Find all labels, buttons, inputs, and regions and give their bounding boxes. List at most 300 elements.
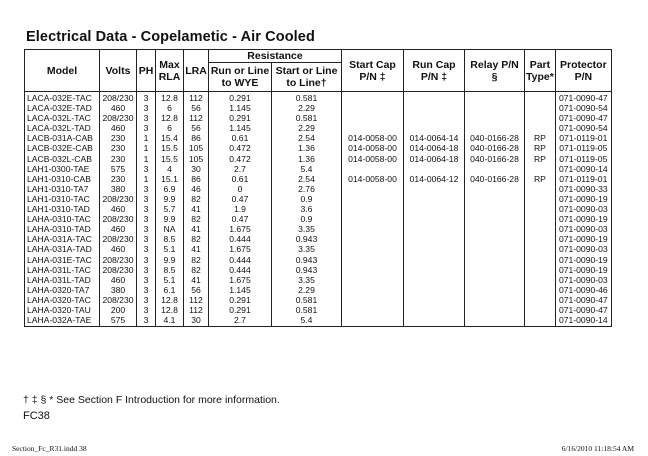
cell-run-cap xyxy=(404,214,465,224)
cell-run-cap xyxy=(404,224,465,234)
cell-protector: 071-0090-19 xyxy=(555,265,611,275)
header-relay: Relay P/N § xyxy=(465,50,525,92)
cell-start-cap xyxy=(342,285,404,295)
header-ph: PH xyxy=(137,50,156,92)
cell-volts: 208/230 xyxy=(100,234,137,244)
header-resistance: Resistance xyxy=(209,50,342,63)
cell-ph: 1 xyxy=(137,133,156,143)
cell-protector: 071-0119-05 xyxy=(555,154,611,164)
cell-ph: 3 xyxy=(137,194,156,204)
cell-protector: 071-0090-33 xyxy=(555,184,611,194)
table-row xyxy=(25,194,612,204)
cell-start-or-line: 2.29 xyxy=(272,103,342,113)
cell-volts: 460 xyxy=(100,204,137,214)
table-row xyxy=(25,275,612,285)
cell-relay xyxy=(465,305,525,315)
cell-run-or-wye: 2.7 xyxy=(209,315,272,327)
cell-start-or-line: 1.36 xyxy=(272,143,342,153)
cell-model: LAHA-031L-TAD xyxy=(25,275,100,285)
table-row xyxy=(25,285,612,295)
cell-relay xyxy=(465,164,525,174)
cell-part-type xyxy=(525,265,556,275)
cell-run-or-wye: 0.61 xyxy=(209,133,272,143)
cell-protector: 071-0090-47 xyxy=(555,305,611,315)
cell-start-cap xyxy=(342,164,404,174)
cell-max-rla: NA xyxy=(156,224,184,234)
cell-run-cap xyxy=(404,275,465,285)
cell-ph: 3 xyxy=(137,285,156,295)
cell-start-cap xyxy=(342,244,404,254)
cell-model: LACA-032L-TAC xyxy=(25,113,100,123)
cell-start-or-line: 2.29 xyxy=(272,123,342,133)
cell-model: LAHA-0320-TAC xyxy=(25,295,100,305)
cell-run-or-wye: 0.291 xyxy=(209,305,272,315)
cell-volts: 208/230 xyxy=(100,255,137,265)
cell-volts: 208/230 xyxy=(100,194,137,204)
cell-run-cap xyxy=(404,194,465,204)
cell-ph: 3 xyxy=(137,275,156,285)
cell-max-rla: 5.1 xyxy=(156,275,184,285)
cell-model: LACA-032E-TAC xyxy=(25,92,100,104)
cell-lra: 41 xyxy=(184,204,209,214)
cell-part-type xyxy=(525,234,556,244)
cell-lra: 112 xyxy=(184,113,209,123)
cell-run-cap xyxy=(404,103,465,113)
cell-protector: 071-0090-54 xyxy=(555,123,611,133)
table-row xyxy=(25,164,612,174)
cell-lra: 82 xyxy=(184,265,209,275)
cell-relay xyxy=(465,234,525,244)
table-row xyxy=(25,305,612,315)
cell-max-rla: 12.8 xyxy=(156,305,184,315)
cell-run-cap xyxy=(404,315,465,327)
cell-model: LAH1-0300-TAE xyxy=(25,164,100,174)
cell-part-type xyxy=(525,255,556,265)
cell-start-or-line: 0.9 xyxy=(272,214,342,224)
cell-part-type xyxy=(525,184,556,194)
cell-max-rla: 12.8 xyxy=(156,295,184,305)
cell-start-cap xyxy=(342,92,404,104)
cell-relay: 040-0166-28 xyxy=(465,174,525,184)
table-row xyxy=(25,265,612,275)
cell-start-cap xyxy=(342,214,404,224)
table-row xyxy=(25,234,612,244)
cell-volts: 208/230 xyxy=(100,265,137,275)
cell-lra: 30 xyxy=(184,315,209,327)
cell-lra: 86 xyxy=(184,174,209,184)
cell-start-or-line: 0.581 xyxy=(272,295,342,305)
cell-volts: 460 xyxy=(100,275,137,285)
table-row xyxy=(25,174,612,184)
cell-start-cap xyxy=(342,315,404,327)
cell-part-type xyxy=(525,244,556,254)
cell-ph: 3 xyxy=(137,265,156,275)
cell-volts: 230 xyxy=(100,143,137,153)
cell-max-rla: 9.9 xyxy=(156,194,184,204)
cell-volts: 460 xyxy=(100,244,137,254)
cell-protector: 071-0090-19 xyxy=(555,214,611,224)
header-protector: Protector P/N xyxy=(555,50,611,92)
cell-max-rla: 4.1 xyxy=(156,315,184,327)
cell-part-type: RP xyxy=(525,133,556,143)
cell-ph: 3 xyxy=(137,103,156,113)
cell-model: LACA-032E-TAD xyxy=(25,103,100,113)
table-row xyxy=(25,184,612,194)
cell-protector: 071-0090-47 xyxy=(555,92,611,104)
header-start-or-line: Start or Line to Line† xyxy=(272,63,342,92)
cell-run-cap xyxy=(404,234,465,244)
cell-start-cap xyxy=(342,275,404,285)
cell-protector: 071-0090-19 xyxy=(555,255,611,265)
cell-protector: 071-0090-47 xyxy=(555,113,611,123)
cell-start-cap xyxy=(342,123,404,133)
cell-lra: 82 xyxy=(184,194,209,204)
cell-run-or-wye: 0 xyxy=(209,184,272,194)
cell-ph: 3 xyxy=(137,224,156,234)
cell-part-type: RP xyxy=(525,174,556,184)
cell-model: LAHA-032A-TAE xyxy=(25,315,100,327)
cell-run-or-wye: 1.9 xyxy=(209,204,272,214)
table-row xyxy=(25,224,612,234)
cell-part-type: RP xyxy=(525,154,556,164)
cell-run-or-wye: 0.444 xyxy=(209,234,272,244)
cell-volts: 230 xyxy=(100,174,137,184)
cell-start-or-line: 0.943 xyxy=(272,234,342,244)
table-row xyxy=(25,123,612,133)
cell-max-rla: 5.7 xyxy=(156,204,184,214)
cell-relay: 040-0166-28 xyxy=(465,133,525,143)
cell-volts: 575 xyxy=(100,164,137,174)
cell-max-rla: 15.5 xyxy=(156,143,184,153)
cell-start-or-line: 3.35 xyxy=(272,224,342,234)
cell-part-type xyxy=(525,224,556,234)
cell-relay xyxy=(465,103,525,113)
footer-file-name: Section_Fc_R31.indd 38 xyxy=(12,444,87,453)
cell-lra: 112 xyxy=(184,295,209,305)
cell-start-or-line: 2.29 xyxy=(272,285,342,295)
cell-model: LAHA-0310-TAC xyxy=(25,214,100,224)
cell-run-or-wye: 0.472 xyxy=(209,154,272,164)
cell-lra: 82 xyxy=(184,255,209,265)
cell-ph: 3 xyxy=(137,164,156,174)
cell-protector: 071-0090-54 xyxy=(555,103,611,113)
footnote: † ‡ § * See Section F Introduction for more information. xyxy=(23,394,280,406)
cell-protector: 071-0090-03 xyxy=(555,224,611,234)
cell-protector: 071-0090-19 xyxy=(555,234,611,244)
cell-volts: 460 xyxy=(100,224,137,234)
cell-max-rla: 6.9 xyxy=(156,184,184,194)
cell-start-or-line: 2.76 xyxy=(272,184,342,194)
cell-start-cap: 014-0058-00 xyxy=(342,174,404,184)
cell-ph: 3 xyxy=(137,113,156,123)
cell-part-type xyxy=(525,164,556,174)
cell-relay xyxy=(465,265,525,275)
cell-ph: 3 xyxy=(137,315,156,327)
cell-model: LAHA-031L-TAC xyxy=(25,265,100,275)
cell-lra: 30 xyxy=(184,164,209,174)
cell-relay xyxy=(465,92,525,104)
cell-ph: 3 xyxy=(137,255,156,265)
cell-max-rla: 9.9 xyxy=(156,255,184,265)
cell-start-cap: 014-0058-00 xyxy=(342,154,404,164)
cell-model: LAHA-0320-TAU xyxy=(25,305,100,315)
table-row xyxy=(25,103,612,113)
header-volts: Volts xyxy=(100,50,137,92)
cell-start-or-line: 0.581 xyxy=(272,113,342,123)
cell-run-cap: 014-0064-18 xyxy=(404,154,465,164)
cell-relay xyxy=(465,214,525,224)
cell-max-rla: 5.1 xyxy=(156,244,184,254)
header-run-cap: Run Cap P/N ‡ xyxy=(404,50,465,92)
cell-protector: 071-0090-03 xyxy=(555,244,611,254)
cell-relay xyxy=(465,113,525,123)
header-max-rla: Max RLA xyxy=(156,50,184,92)
cell-start-or-line: 5.4 xyxy=(272,315,342,327)
table-row xyxy=(25,315,612,327)
cell-volts: 208/230 xyxy=(100,113,137,123)
cell-max-rla: 6 xyxy=(156,103,184,113)
cell-part-type xyxy=(525,113,556,123)
cell-volts: 208/230 xyxy=(100,92,137,104)
cell-relay xyxy=(465,285,525,295)
cell-protector: 071-0090-47 xyxy=(555,295,611,305)
cell-run-cap: 014-0064-18 xyxy=(404,143,465,153)
header-model: Model xyxy=(25,50,100,92)
cell-model: LAH1-0310-CAB xyxy=(25,174,100,184)
cell-start-cap xyxy=(342,204,404,214)
cell-run-cap xyxy=(404,164,465,174)
cell-lra: 56 xyxy=(184,285,209,295)
cell-lra: 82 xyxy=(184,234,209,244)
cell-lra: 41 xyxy=(184,244,209,254)
table-row xyxy=(25,143,612,153)
page-title: Electrical Data - Copelametic - Air Cooled xyxy=(26,29,315,45)
cell-start-or-line: 1.36 xyxy=(272,154,342,164)
cell-start-cap: 014-0058-00 xyxy=(342,143,404,153)
cell-start-cap xyxy=(342,234,404,244)
header-part-type: Part Type* xyxy=(525,50,556,92)
header-run-or-wye: Run or Line to WYE xyxy=(209,63,272,92)
cell-run-or-wye: 0.444 xyxy=(209,265,272,275)
cell-part-type xyxy=(525,103,556,113)
cell-ph: 3 xyxy=(137,214,156,224)
cell-lra: 56 xyxy=(184,103,209,113)
table-row xyxy=(25,92,612,104)
cell-volts: 380 xyxy=(100,184,137,194)
cell-run-cap xyxy=(404,204,465,214)
cell-start-cap xyxy=(342,305,404,315)
cell-start-or-line: 2.54 xyxy=(272,133,342,143)
cell-run-or-wye: 0.444 xyxy=(209,255,272,265)
cell-ph: 3 xyxy=(137,244,156,254)
cell-volts: 460 xyxy=(100,103,137,113)
cell-lra: 105 xyxy=(184,143,209,153)
cell-max-rla: 15.4 xyxy=(156,133,184,143)
cell-ph: 3 xyxy=(137,123,156,133)
cell-start-cap: 014-0058-00 xyxy=(342,133,404,143)
cell-model: LACB-032L-CAB xyxy=(25,154,100,164)
cell-ph: 1 xyxy=(137,143,156,153)
cell-start-cap xyxy=(342,103,404,113)
cell-lra: 41 xyxy=(184,275,209,285)
cell-protector: 071-0119-05 xyxy=(555,143,611,153)
cell-model: LAHA-0320-TA7 xyxy=(25,285,100,295)
cell-lra: 46 xyxy=(184,184,209,194)
cell-run-or-wye: 1.675 xyxy=(209,244,272,254)
cell-start-or-line: 3.6 xyxy=(272,204,342,214)
cell-ph: 3 xyxy=(137,92,156,104)
cell-volts: 208/230 xyxy=(100,214,137,224)
cell-run-or-wye: 2.7 xyxy=(209,164,272,174)
cell-run-or-wye: 0.472 xyxy=(209,143,272,153)
cell-volts: 230 xyxy=(100,133,137,143)
cell-run-cap xyxy=(404,123,465,133)
cell-ph: 1 xyxy=(137,154,156,164)
cell-run-cap: 014-0064-14 xyxy=(404,133,465,143)
cell-model: LAHA-031A-TAD xyxy=(25,244,100,254)
cell-part-type xyxy=(525,305,556,315)
cell-protector: 071-0119-01 xyxy=(555,133,611,143)
cell-ph: 3 xyxy=(137,204,156,214)
cell-lra: 112 xyxy=(184,92,209,104)
cell-max-rla: 12.8 xyxy=(156,113,184,123)
cell-lra: 56 xyxy=(184,123,209,133)
cell-max-rla: 9.9 xyxy=(156,214,184,224)
cell-volts: 208/230 xyxy=(100,295,137,305)
cell-run-or-wye: 0.47 xyxy=(209,194,272,204)
cell-lra: 105 xyxy=(184,154,209,164)
cell-part-type xyxy=(525,275,556,285)
page-id: FC38 xyxy=(23,410,50,422)
cell-lra: 41 xyxy=(184,224,209,234)
table-row xyxy=(25,113,612,123)
cell-start-cap xyxy=(342,255,404,265)
cell-max-rla: 8.5 xyxy=(156,234,184,244)
cell-run-cap xyxy=(404,285,465,295)
cell-ph: 3 xyxy=(137,184,156,194)
cell-run-or-wye: 1.145 xyxy=(209,103,272,113)
cell-run-or-wye: 1.145 xyxy=(209,285,272,295)
cell-run-cap xyxy=(404,255,465,265)
cell-relay xyxy=(465,123,525,133)
cell-start-cap xyxy=(342,265,404,275)
cell-protector: 071-0119-01 xyxy=(555,174,611,184)
cell-part-type: RP xyxy=(525,143,556,153)
table-row xyxy=(25,244,612,254)
cell-ph: 1 xyxy=(137,174,156,184)
cell-part-type xyxy=(525,194,556,204)
cell-run-cap: 014-0064-12 xyxy=(404,174,465,184)
footer-timestamp: 6/16/2010 11:18:54 AM xyxy=(561,444,634,453)
table-row xyxy=(25,295,612,305)
cell-start-or-line: 0.943 xyxy=(272,255,342,265)
cell-max-rla: 15.5 xyxy=(156,154,184,164)
cell-volts: 380 xyxy=(100,285,137,295)
cell-run-cap xyxy=(404,265,465,275)
header-start-cap: Start Cap P/N ‡ xyxy=(342,50,404,92)
cell-model: LAH1-0310-TA7 xyxy=(25,184,100,194)
cell-max-rla: 6 xyxy=(156,123,184,133)
cell-ph: 3 xyxy=(137,234,156,244)
cell-ph: 3 xyxy=(137,305,156,315)
cell-part-type xyxy=(525,214,556,224)
cell-start-or-line: 2.54 xyxy=(272,174,342,184)
cell-part-type xyxy=(525,315,556,327)
cell-relay xyxy=(465,255,525,265)
cell-run-or-wye: 1.675 xyxy=(209,275,272,285)
cell-part-type xyxy=(525,285,556,295)
cell-run-or-wye: 0.47 xyxy=(209,214,272,224)
cell-start-or-line: 0.9 xyxy=(272,194,342,204)
cell-run-or-wye: 0.291 xyxy=(209,92,272,104)
cell-start-or-line: 3.35 xyxy=(272,244,342,254)
cell-run-or-wye: 0.291 xyxy=(209,295,272,305)
table-row xyxy=(25,133,612,143)
cell-run-cap xyxy=(404,184,465,194)
cell-run-cap xyxy=(404,295,465,305)
cell-relay xyxy=(465,194,525,204)
cell-relay: 040-0166-28 xyxy=(465,154,525,164)
cell-protector: 071-0090-14 xyxy=(555,164,611,174)
cell-max-rla: 15.1 xyxy=(156,174,184,184)
cell-protector: 071-0090-03 xyxy=(555,204,611,214)
cell-relay: 040-0166-28 xyxy=(465,143,525,153)
cell-start-cap xyxy=(342,224,404,234)
cell-start-cap xyxy=(342,295,404,305)
cell-run-cap xyxy=(404,92,465,104)
cell-start-cap xyxy=(342,194,404,204)
header-lra: LRA xyxy=(184,50,209,92)
cell-model: LAHA-031E-TAC xyxy=(25,255,100,265)
cell-model: LAHA-0310-TAD xyxy=(25,224,100,234)
cell-run-cap xyxy=(404,305,465,315)
cell-run-or-wye: 0.61 xyxy=(209,174,272,184)
cell-part-type xyxy=(525,295,556,305)
cell-run-cap xyxy=(404,244,465,254)
cell-start-or-line: 0.581 xyxy=(272,92,342,104)
cell-model: LACB-031A-CAB xyxy=(25,133,100,143)
cell-start-cap xyxy=(342,113,404,123)
table-row xyxy=(25,154,612,164)
cell-model: LAHA-031A-TAC xyxy=(25,234,100,244)
cell-protector: 071-0090-46 xyxy=(555,285,611,295)
cell-relay xyxy=(465,184,525,194)
cell-run-or-wye: 0.291 xyxy=(209,113,272,123)
table-row xyxy=(25,255,612,265)
cell-run-or-wye: 1.675 xyxy=(209,224,272,234)
cell-relay xyxy=(465,315,525,327)
cell-ph: 3 xyxy=(137,295,156,305)
cell-max-rla: 12.8 xyxy=(156,92,184,104)
cell-start-cap xyxy=(342,184,404,194)
cell-start-or-line: 0.581 xyxy=(272,305,342,315)
cell-lra: 112 xyxy=(184,305,209,315)
cell-start-or-line: 3.35 xyxy=(272,275,342,285)
cell-model: LACA-032L-TAD xyxy=(25,123,100,133)
cell-relay xyxy=(465,204,525,214)
cell-relay xyxy=(465,295,525,305)
table-row xyxy=(25,214,612,224)
cell-part-type xyxy=(525,123,556,133)
cell-volts: 575 xyxy=(100,315,137,327)
cell-run-or-wye: 1.145 xyxy=(209,123,272,133)
cell-max-rla: 6.1 xyxy=(156,285,184,295)
electrical-data-table xyxy=(24,49,612,327)
cell-protector: 071-0090-14 xyxy=(555,315,611,327)
cell-start-or-line: 0.943 xyxy=(272,265,342,275)
cell-part-type xyxy=(525,92,556,104)
cell-part-type xyxy=(525,204,556,214)
